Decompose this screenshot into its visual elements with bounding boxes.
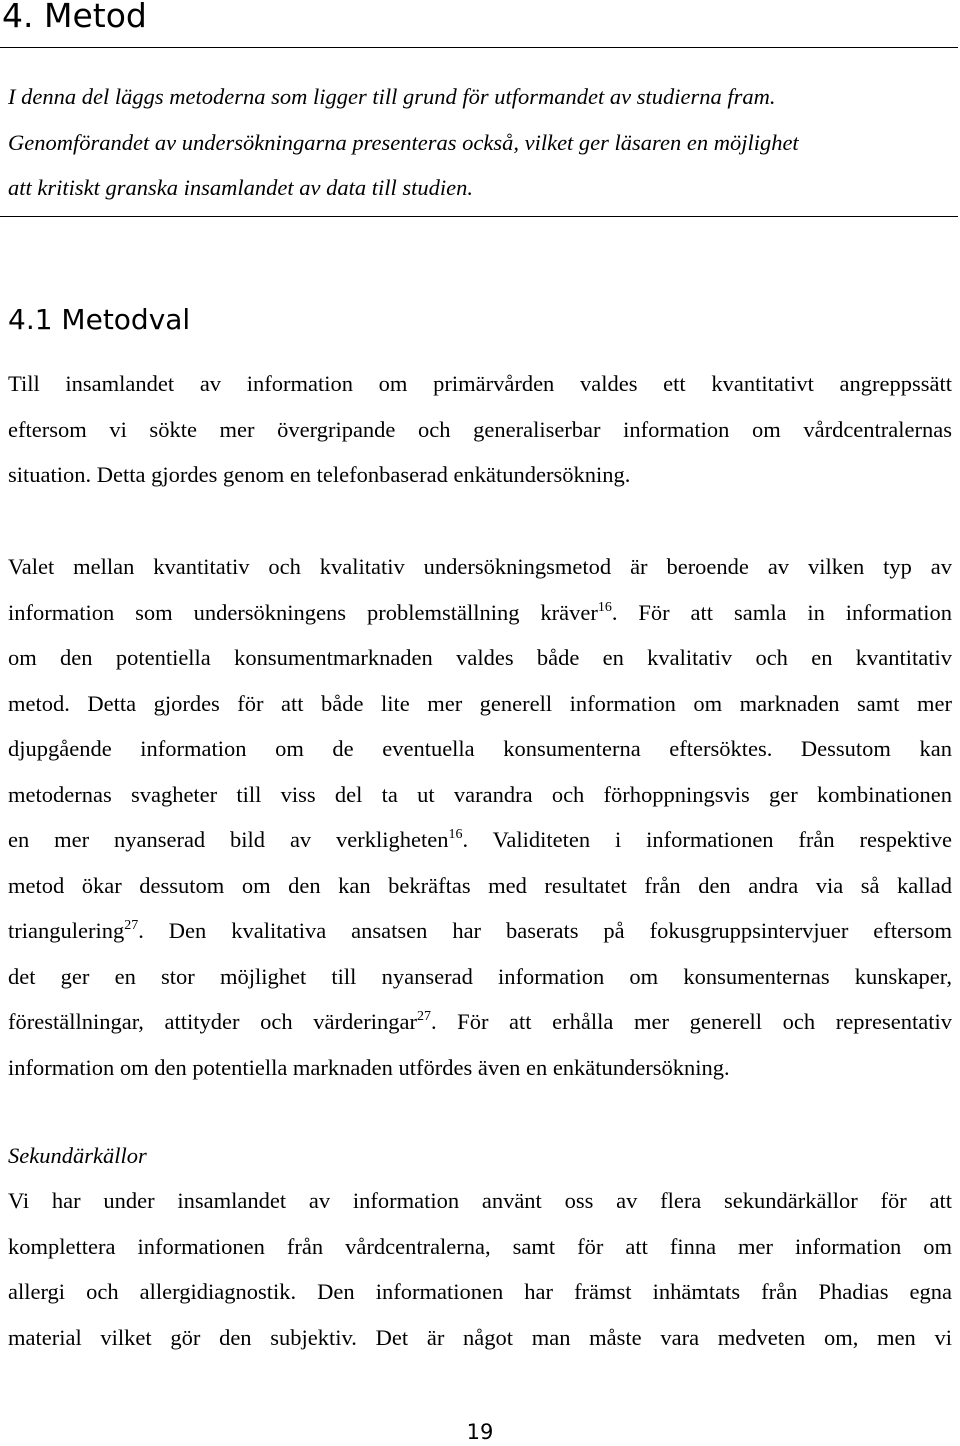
text-run: . Den kvalitativa ansatsen har baserats på fokusgruppsintervjuer eftersom xyxy=(138,918,952,943)
footnote-ref: 27 xyxy=(124,918,139,933)
text-run: . För att erhålla mer generell och representativ xyxy=(430,1009,952,1034)
abstract-block xyxy=(8,74,952,211)
abstract-line: I denna del läggs metoderna som ligger till grund för utformandet av studierna fram. xyxy=(8,84,776,109)
chapter-heading: 4. Metod xyxy=(2,0,147,35)
paragraph xyxy=(8,544,952,1090)
text-line: information om den potentiella marknaden utfördes även en enkätundersökning. xyxy=(8,1054,730,1080)
text-line: material vilket gör den subjektiv. Det är något man måste vara medveten om, men vi xyxy=(8,1324,952,1350)
text-line: metodernas svagheter till viss del ta ut varandra och förhoppningsvis ger kombinationen xyxy=(8,781,952,807)
text-line: situation. Detta gjordes genom en telefonbaserad enkätundersökning. xyxy=(8,462,631,487)
text-line xyxy=(8,908,952,954)
text-line: metod. Detta gjordes för att både lite mer generell information om marknaden samt mer xyxy=(8,690,952,716)
text-run: en mer nyanserad bild av verkligheten xyxy=(8,827,449,852)
text-line: Vi har under insamlandet av information använt oss av flera sekundärkällor för att xyxy=(8,1188,952,1213)
footnote-ref: 27 xyxy=(416,1009,431,1024)
paragraph xyxy=(8,361,952,498)
text-line xyxy=(8,999,952,1045)
abstract-bottom-rule xyxy=(0,216,958,217)
abstract-top-rule xyxy=(0,47,958,48)
footnote-ref: 16 xyxy=(448,827,463,842)
page-number: 19 xyxy=(466,1420,494,1444)
text-line: metod ökar dessutom om den kan bekräftas med resultatet från den andra via så kallad xyxy=(8,872,952,898)
section-heading: 4.1 Metodval xyxy=(8,303,191,336)
footnote-ref: 16 xyxy=(597,599,612,615)
text-run: föreställningar, attityder och värderingar xyxy=(8,1009,417,1034)
text-line: Valet mellan kvantitativ och kvalitativ undersökningsmetod är beroende av vilken typ av xyxy=(8,554,952,579)
text-run: triangulering xyxy=(8,918,125,943)
text-line xyxy=(8,817,952,863)
paragraph xyxy=(8,1178,952,1360)
text-line: allergi och allergidiagnostik. Den informationen har främst inhämtats från Phadias egna xyxy=(8,1279,952,1304)
text-line xyxy=(8,590,952,636)
text-line: om den potentiella konsumentmarknaden valdes både en kvalitativ och en kvantitativ xyxy=(8,645,952,670)
abstract-line: att kritiskt granska insamlandet av data till studien. xyxy=(8,175,473,200)
text-line: djupgående information om de eventuella konsumenterna eftersöktes. Dessutom kan xyxy=(8,736,952,761)
text-line: det ger en stor möjlighet till nyanserad information om konsumenternas kunskaper, xyxy=(8,963,952,989)
text-run: . Validiteten i informationen från respektive xyxy=(462,827,952,852)
subsection-heading: Sekundärkällor xyxy=(8,1143,147,1168)
text-run: information som undersökningens problemställning kräver xyxy=(8,599,598,625)
text-run: . För att samla in information xyxy=(611,599,952,625)
abstract-line: Genomförandet av undersökningarna presenteras också, vilket ger läsaren en möjlighet xyxy=(8,129,799,155)
text-line: eftersom vi sökte mer övergripande och generaliserbar information om vårdcentralernas xyxy=(8,416,952,442)
text-line: Till insamlandet av information om primärvården valdes ett kvantitativt angreppssätt xyxy=(8,371,952,396)
text-line: komplettera informationen från vårdcentralerna, samt för att finna mer information om xyxy=(8,1233,952,1259)
